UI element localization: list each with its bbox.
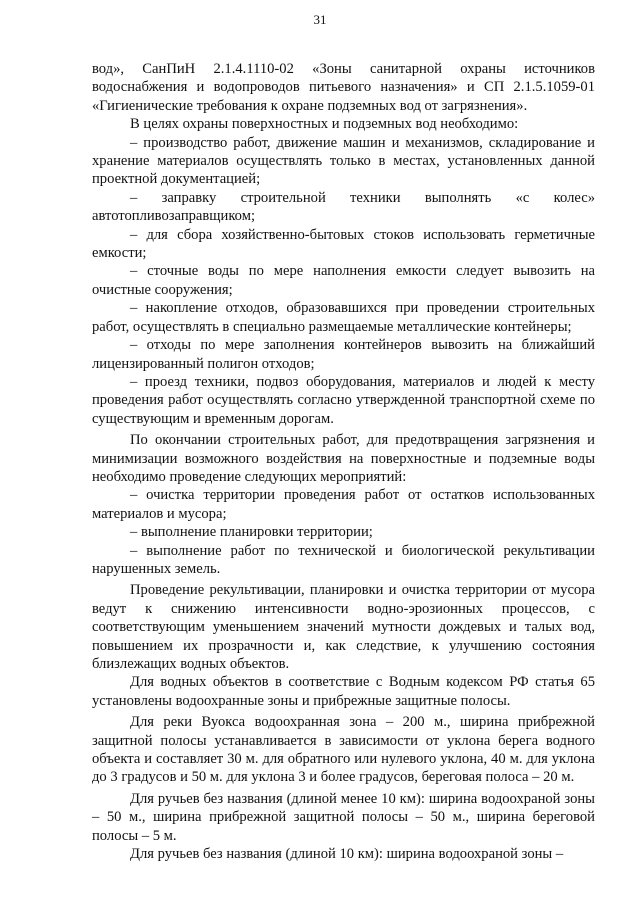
list-item-reclamation: – выполнение работ по технической и биологической рекультивации нарушенных земель. [92,542,595,577]
paragraph-reclamation-effects: Проведение рекультивации, планировки и очистка территории от мусора ведут к снижению интенсивности водно-эрозионных процессов, с соответствующим уменьшением значений мутности дождевых и талых вод, повышением их прозрачности и, как следствие, к улучшению состояния близлежащих водных объектов. [92,582,595,672]
paragraph-streams-10km: Для ручьев без названия (длиной 10 км): ширина водоохраной зоны – [130,846,564,863]
paragraph-streams-under-10km: Для ручьев без названия (длиной менее 10 км): ширина водоохраной зоны – 50 м., ширина прибрежной защитной полосы – 50 м., ширина береговой полосы – 5 м. [92,790,595,844]
list-item-sewage-tanks: – для сбора хозяйственно-бытовых стоков использовать герметичные емкости; [92,226,595,262]
document-body [92,60,595,863]
page-number: 31 [313,12,327,27]
list-item-work-areas: – производство работ, движение машин и механизмов, складирование и хранение материалов осуществлять только в местах, установленных данной проектной документацией; [92,134,595,188]
list-item-grading: – выполнение планировки территории; [130,524,373,541]
paragraph-post-construction: По окончании строительных работ, для предотвращения загрязнения и минимизации возможного воздействия на поверхностные и подземные воды необходимо проведение следующих мероприятий: [92,432,595,485]
paragraph-continuation: вод», СанПиН 2.1.4.1110-02 «Зоны санитарной охраны источников водоснабжения и водопроводов питьевого назначения» и СП 2.1.5.1059-01 «Гигиенические требования к охране подземных вод от загрязнения». [92,61,595,114]
list-item-transport-scheme: – проезд техники, подвоз оборудования, материалов и людей к месту проведения работ осуществлять согласно утвержденной транспортной схеме по существующим и временным дорогам. [92,373,595,427]
list-item-wastewater-removal: – сточные воды по мере наполнения емкости следует вывозить на очистные сооружения; [92,263,595,298]
paragraph-surface-water-intro: В целях охраны поверхностных и подземных вод необходимо: [130,116,519,133]
paragraph-water-code: Для водных объектов в соответствие с Водным кодексом РФ статья 65 установлены водоохранные зоны и прибрежные защитные полосы. [92,674,595,709]
paragraph-vuoksa-river: Для реки Вуокса водоохранная зона – 200 м., ширина прибрежной защитной полосы устанавливается в зависимости от уклона берега водного объекта и составляет 30 м. для обратного или нулевого уклона, 40 м. для уклона до 3 градусов и 50 м. для уклона 3 и более градусов, береговая полоса – 20 м. [92,714,595,786]
list-item-waste-landfill: – отходы по мере заполнения контейнеров вывозить на ближайший лицензированный полигон отходов; [92,337,595,372]
list-item-refueling: – заправку строительной техники выполнять «с колес» автотопливозаправщиком; [92,189,595,225]
list-item-site-cleanup: – очистка территории проведения работ от остатков использованных материалов и мусора; [92,487,595,522]
list-item-waste-containers: – накопление отходов, образовавшихся при проведении строительных работ, осуществлять в специально размещаемые металлические контейнеры; [92,300,595,335]
